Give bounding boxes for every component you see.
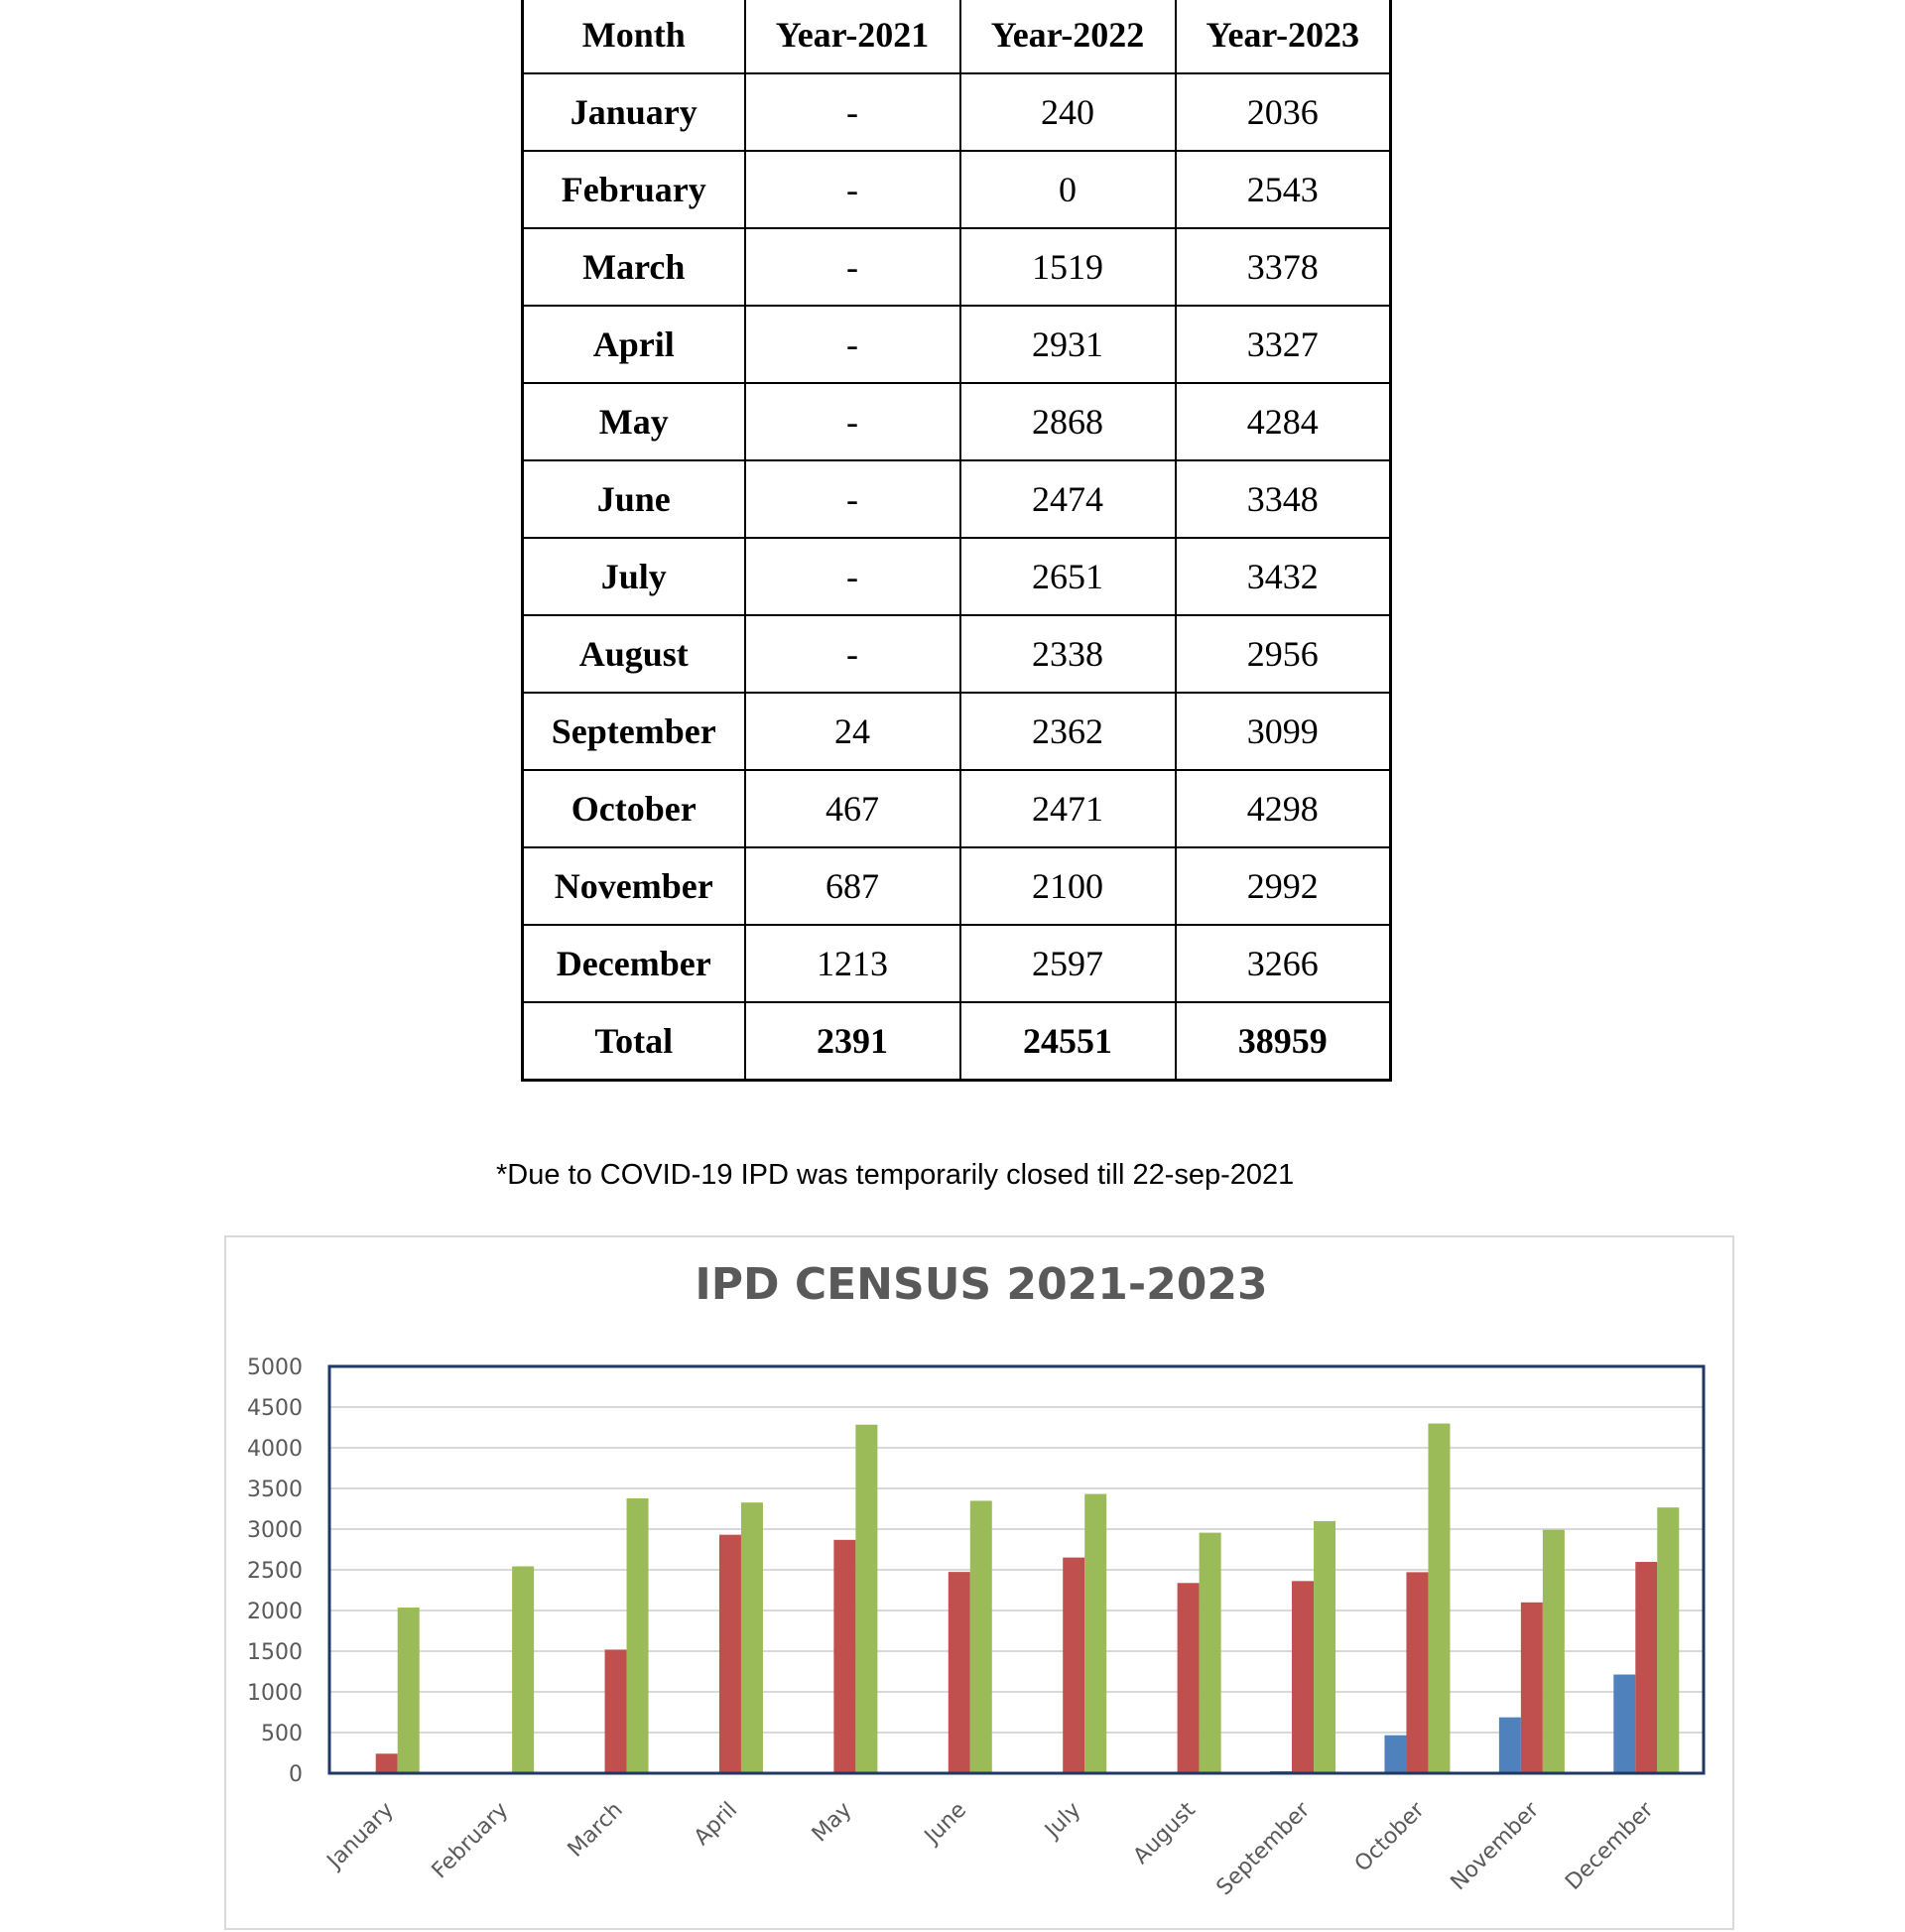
total-label: Total [523,1002,745,1081]
total-row [523,1002,1391,1081]
y-tick-label: 0 [289,1762,303,1787]
value-cell: - [745,151,960,228]
month-cell: December [523,925,745,1002]
month-cell: November [523,847,745,925]
table-row [523,460,1391,538]
value-cell: 687 [745,847,960,925]
value-cell: - [745,73,960,151]
bar-year-2023-april [741,1502,763,1773]
bar-year-2022-september [1292,1581,1314,1773]
bar-year-2023-october [1428,1424,1450,1773]
value-cell: - [745,306,960,383]
header-year-2023: Year-2023 [1176,0,1391,73]
bar-year-2021-october [1384,1736,1406,1773]
y-tick-label: 3500 [247,1478,303,1502]
x-tick-label: September [1211,1797,1316,1901]
x-tick-label: October [1349,1797,1430,1877]
month-cell: January [523,73,745,151]
table-row [523,73,1391,151]
x-tick-label: November [1446,1797,1545,1896]
value-cell: - [745,383,960,460]
value-cell: 24 [745,693,960,770]
bar-year-2022-december [1635,1562,1657,1773]
value-cell: 2868 [960,383,1176,460]
y-tick-label: 4500 [247,1396,303,1421]
table-row [523,770,1391,847]
value-cell: - [745,460,960,538]
value-cell: 2956 [1176,615,1391,693]
value-cell: 0 [960,151,1176,228]
y-tick-label: 4000 [247,1437,303,1462]
month-cell: June [523,460,745,538]
bar-year-2022-june [949,1572,970,1773]
value-cell: 467 [745,770,960,847]
y-tick-label: 3000 [247,1518,303,1543]
value-cell: 1519 [960,228,1176,306]
bar-year-2023-august [1200,1533,1221,1773]
bar-year-2023-february [512,1566,534,1773]
month-cell: October [523,770,745,847]
value-cell: 4298 [1176,770,1391,847]
bar-year-2023-march [627,1498,649,1773]
x-tick-label: May [807,1797,857,1848]
table-row [523,306,1391,383]
value-cell: 3348 [1176,460,1391,538]
bar-year-2022-april [719,1535,741,1773]
month-cell: July [523,538,745,615]
table-row [523,693,1391,770]
value-cell: - [745,615,960,693]
header-year-2022: Year-2022 [960,0,1176,73]
y-tick-label: 2500 [247,1559,303,1584]
bar-year-2023-may [855,1425,877,1773]
covid-note: *Due to COVID-19 IPD was temporarily closed till 22-sep-2021 [496,1159,1295,1191]
month-cell: September [523,693,745,770]
total-value: 38959 [1176,1002,1391,1081]
bar-year-2023-november [1543,1530,1565,1773]
bar-year-2023-september [1314,1521,1335,1773]
y-tick-label: 5000 [247,1355,303,1380]
bar-year-2022-may [833,1540,855,1773]
table-row [523,383,1391,460]
header-year-2021: Year-2021 [745,0,960,73]
header-month: Month [523,0,745,73]
value-cell: 2338 [960,615,1176,693]
y-tick-label: 2000 [247,1600,303,1624]
bar-year-2023-june [970,1500,992,1773]
total-value: 2391 [745,1002,960,1081]
value-cell: 3266 [1176,925,1391,1002]
table-row [523,538,1391,615]
month-cell: March [523,228,745,306]
total-value: 24551 [960,1002,1176,1081]
chart-area [224,1235,1734,1930]
value-cell: 2543 [1176,151,1391,228]
bar-year-2022-january [376,1753,398,1773]
value-cell: - [745,228,960,306]
value-cell: 2597 [960,925,1176,1002]
value-cell: 2651 [960,538,1176,615]
bar-year-2022-july [1063,1558,1084,1773]
value-cell: 3099 [1176,693,1391,770]
y-tick-label: 1000 [247,1681,303,1706]
month-cell: August [523,615,745,693]
table-row [523,228,1391,306]
x-tick-label: April [689,1797,743,1851]
value-cell: 3327 [1176,306,1391,383]
table-row [523,925,1391,1002]
x-tick-label: August [1128,1797,1201,1869]
value-cell: 2471 [960,770,1176,847]
table-row [523,847,1391,925]
bar-year-2023-january [398,1608,420,1773]
bar-year-2023-december [1657,1507,1679,1773]
value-cell: 2931 [960,306,1176,383]
value-cell: 2362 [960,693,1176,770]
value-cell: 240 [960,73,1176,151]
bar-year-2022-march [605,1649,627,1773]
census-table [521,0,1392,1082]
value-cell: 2474 [960,460,1176,538]
bar-year-2021-november [1499,1718,1521,1773]
bar-year-2022-august [1178,1583,1200,1773]
value-cell: 3378 [1176,228,1391,306]
value-cell: 2100 [960,847,1176,925]
bar-year-2022-november [1521,1603,1543,1773]
value-cell: 1213 [745,925,960,1002]
chart-title: IPD CENSUS 2021-2023 [695,1259,1268,1310]
value-cell: - [745,538,960,615]
x-tick-label: July [1040,1797,1086,1844]
bar-chart [226,1237,1736,1932]
table-header-row [523,0,1391,73]
month-cell: May [523,383,745,460]
x-tick-label: January [322,1797,399,1874]
month-cell: February [523,151,745,228]
table-row [523,615,1391,693]
table-row [523,151,1391,228]
bar-year-2021-december [1613,1675,1635,1773]
x-tick-label: June [920,1797,972,1850]
month-cell: April [523,306,745,383]
x-tick-label: December [1561,1797,1659,1895]
bar-year-2022-october [1406,1572,1428,1773]
y-tick-label: 500 [261,1722,303,1746]
value-cell: 2992 [1176,847,1391,925]
bar-year-2023-july [1084,1494,1106,1773]
x-tick-label: March [563,1797,628,1863]
x-tick-label: February [427,1797,514,1884]
y-tick-label: 1500 [247,1640,303,1665]
value-cell: 3432 [1176,538,1391,615]
value-cell: 2036 [1176,73,1391,151]
value-cell: 4284 [1176,383,1391,460]
